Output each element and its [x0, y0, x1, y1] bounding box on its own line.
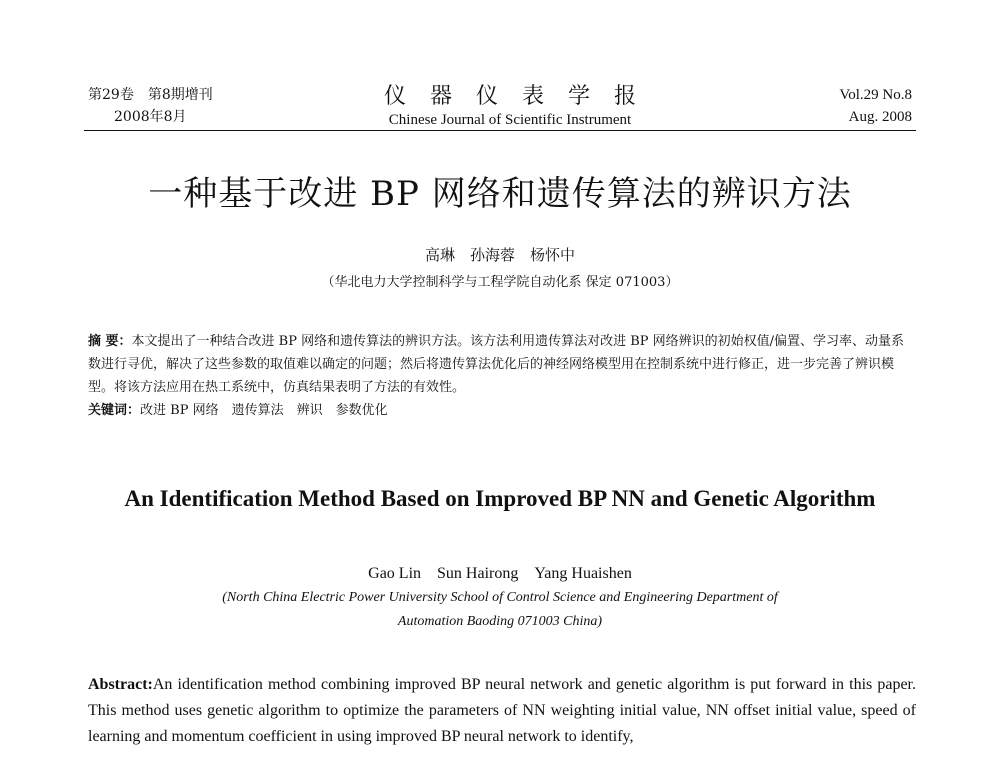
keywords-zh-label: 关键词：	[88, 403, 141, 418]
abstract-zh-text: 本文提出了一种结合改进 BP 网络和遗传算法的辨识方法。该方法利用遗传算法对改进 BP 网络辨识的初始权值/偏置、学习率、动量系数进行寻优，解决了这些参数的取值难以确定的问题；然后将遗传算法优化后的神经网络模型用在控制系统中进行修正，进一步完善了辨识模型。将该方法应用在热工系统中，仿真结果表明了方法的有效性。	[88, 334, 905, 395]
keywords-zh-text: 改进 BP 网络 遗传算法 辨识 参数优化	[140, 403, 388, 418]
authors-en: Gao Lin Sun Hairong Yang Huaishen	[368, 565, 632, 582]
affiliation-zh: （华北电力大学控制科学与工程学院自动化系 保定 071003）	[321, 275, 679, 290]
header-rule	[84, 130, 916, 131]
abstract-en-paragraph	[88, 672, 916, 750]
volume-zh: 第29卷 第8期增刊	[88, 87, 213, 103]
paper-title-en: An Identification Method Based on Improved BP NN and Genetic Algorithm	[124, 486, 876, 511]
abstract-zh-label: 摘 要：	[88, 334, 132, 349]
journal-name	[300, 84, 720, 130]
date-en: Aug. 2008	[848, 109, 912, 125]
keywords-zh-paragraph	[88, 399, 916, 422]
abstract-zh-block	[88, 330, 916, 422]
abstract-zh-paragraph	[88, 330, 916, 399]
date-zh: 2008年8月	[114, 109, 187, 125]
affiliation-en-line2: Automation Baoding 071003 China)	[397, 614, 603, 629]
authors-zh: 高琳 孙海蓉 杨怀中	[424, 246, 575, 264]
journal-issue-info	[839, 84, 912, 128]
abstract-en-label: Abstract:	[88, 676, 153, 693]
affiliation-en-line1: (North China Electric Power University School of Control Science and Engineering Department of	[222, 590, 778, 605]
abstract-en-text: An identification method combining improved BP neural network and genetic algorithm is put forward in this paper. This method uses genetic algorithm to optimize the parameters of NN weighting initial value, NN offset initial value, speed of learning and momentum coefficient in using improved BP neural network to identify,	[88, 676, 916, 745]
affiliation-en	[0, 586, 1000, 634]
paper-title-zh: 一种基于改进 BP 网络和遗传算法的辨识方法	[148, 174, 852, 214]
journal-volume-info	[88, 84, 213, 128]
volume-en: Vol.29 No.8	[839, 87, 912, 103]
journal-name-zh: 仪器仪表学报	[383, 84, 660, 109]
journal-name-en: Chinese Journal of Scientific Instrument	[388, 112, 632, 128]
